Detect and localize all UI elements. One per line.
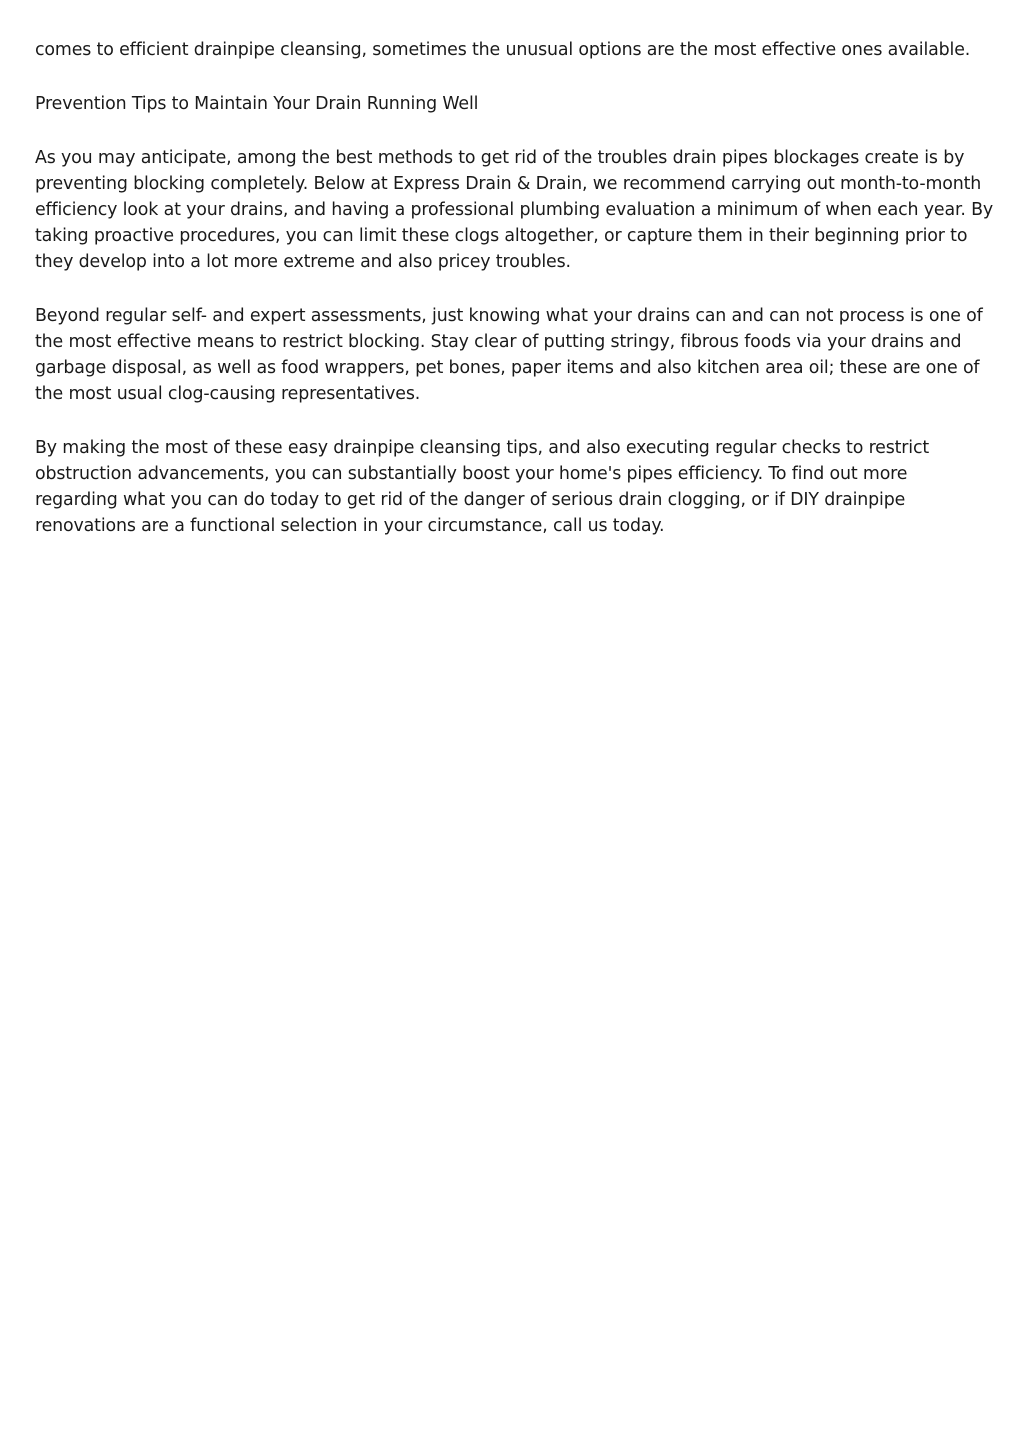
paragraph-continuation: comes to efficient drainpipe cleansing, sometimes the unusual options are the most effective ones available. [35,40,971,60]
paragraph-prevention: As you may anticipate, among the best methods to get rid of the troubles drain pipes blockages create is by preventing blocking completely. Below at Express Drain & Drain, we recommend carrying out month-to-month efficiency look at your drains, and having a professional plumbing evaluation a minimum of when each year. By taking proactive procedures, you can limit these clogs altogether, or capture them in their beginning prior to they develop into a lot more extreme and also pricey troubles. [35,148,994,272]
document-page [35,37,995,567]
paragraph-conclusion: By making the most of these easy drainpipe cleansing tips, and also executing regular checks to restrict obstruction advancements, you can substantially boost your home's pipes efficiency. To find out more regarding what you can do today to get rid of the danger of serious drain clogging, or if DIY drainpipe renovations are a functional selection in your circumstance, call us today. [35,438,930,536]
paragraph-assessments: Beyond regular self- and expert assessments, just knowing what your drains can and can not process is one of the most effective means to restrict blocking. Stay clear of putting stringy, fibrous foods via your drains and garbage disposal, as well as food wrappers, pet bones, paper items and also kitchen area oil; these are one of the most usual clog-causing representatives. [35,306,983,404]
section-heading: Prevention Tips to Maintain Your Drain Running Well [35,94,479,114]
